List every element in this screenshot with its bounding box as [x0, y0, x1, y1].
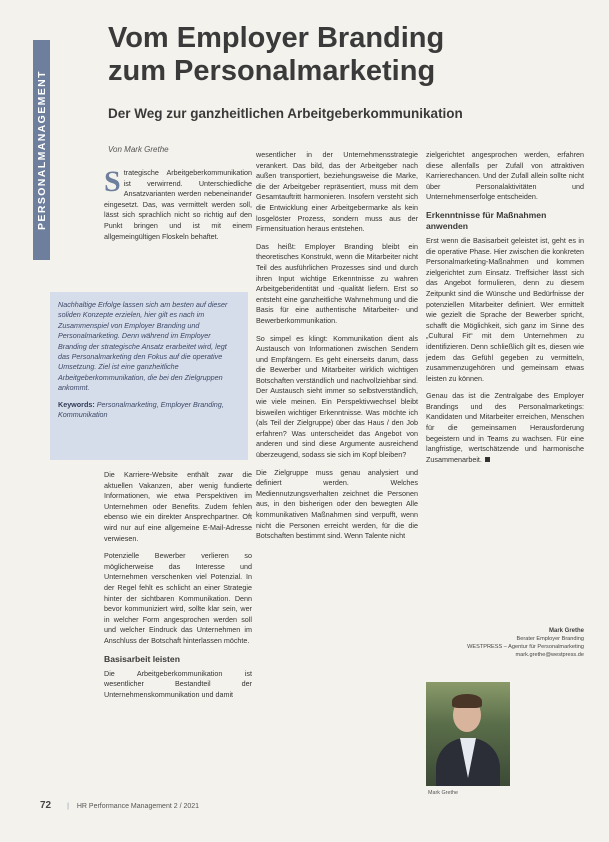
author-company: WESTPRESS – Agentur für Personalmarketing — [467, 644, 584, 650]
title-line-2: zum Personalmarketing — [108, 55, 436, 87]
author-role: Berater Employer Branding — [516, 636, 584, 642]
section-tab — [33, 40, 50, 260]
section-heading: Basisarbeit leisten — [104, 653, 180, 664]
paragraph: Die Zielgruppe muss genau analysiert und definiert werden. Welches Mediennutzungsverhalten zeichnet die Personen aus, in den bisherigen oder den bewegten Alle kommunikativen Maßnahmen sind verpufft, wenn nicht die Personen erreicht werden, für die die Botschaften bestimmt sind. Wenn Talente nicht — [256, 467, 418, 541]
intro-text: trategische Arbeitgeberkommunikation ist verwirrend. Unterschiedliche Ansatzvarianten werden nebeneinander eingesetzt. Das, was vermittelt werden soll, lässt sich sprachlich nicht so richtig auf den Punkt bringen und ist mit einem allgemeingültigen Floskeln behaftet. — [104, 168, 252, 241]
end-mark-icon — [485, 457, 490, 462]
section-heading: Erkenntnisse für Maßnahmen anwenden — [426, 209, 547, 231]
footer-separator: | — [67, 803, 69, 810]
author-name: Mark Grethe — [548, 628, 584, 634]
section-label: PERSONALMANAGEMENT — [35, 70, 48, 230]
column-2 — [256, 150, 418, 549]
author-email: mark.grethe@westpress.de — [515, 652, 584, 658]
intro-paragraph — [104, 165, 252, 242]
abstract-box — [50, 292, 248, 460]
keywords — [58, 400, 240, 421]
abstract-text: Nachhaltige Erfolge lassen sich am besten auf dieser soliden Konzepte erzielen, hier gilt es nach im Zusammenspiel von Employer Branding und Personalmarketing. Denn während im Employer Branding der strategische Ansatz erarbeitet wird, legt das Personalmarketing den Fokus auf die operative Umsetzung. Ziel ist eine ganzheitliche Arbeitgeberkommunikation, die bei den Zielgruppen ankommt. — [58, 300, 228, 393]
paragraph: Die Arbeitgeberkommunikation ist wesentlicher Bestandteil der Unternehmenskommunikation und damit — [104, 668, 252, 699]
paragraph: So simpel es klingt: Kommunikation dient als Austausch von Informationen zwischen Sendern und Empfängern. Es geht einerseits darum, dass die Bewerber und Mitarbeiter wirklich wichtigen Botschaften verständlich und nachvollziehbar sind. Der Austausch sieht immer so selbstverständlich, wie viele meinen. Ein Perspektivwechsel bleibt bisweilen wichtiger Erkenntnisse. Was möchte ich (als Teil der Zielgruppe) über das Haus / den Job erfahren? Was unterscheidet das Angebot von anderen und sind diese Argumente ausreichend überzeugend, sodass sie sich im Kopf bleiben? — [256, 333, 418, 460]
paragraph: wesentlicher in der Unternehmensstrategie verankert. Das bild, das der Arbeitgeber nach außen transportiert, beziehungsweise die Marke, die der Arbeitgeber repräsentiert, muss mit dem Gesamtauftritt harmonieren. Insofern versteht sich die Entwicklung einer Arbeitgebermarke als kein losgelöster Prozess, sondern muss aus der Firmensituation heraus entstehen. — [256, 150, 418, 234]
column-1-top — [104, 165, 252, 249]
keywords-text: Personalmarketing, Employer Branding, Kommunikation — [58, 399, 224, 420]
article-title — [108, 22, 578, 88]
footer-publication: HR Performance Management 2 / 2021 — [76, 803, 200, 810]
photo-caption: Mark Grethe — [428, 790, 458, 796]
paragraph: Erst wenn die Basisarbeit geleistet ist, geht es in die operative Phase. Hier zwischen die konkreten Personalmarketing-Maßnahmen und kommen zielgerichtet zum Einsatz. Treffsicher lässt sich das Angebot formulieren, denn zu diesem Zeitpunkt sind die Wünsche und Bedürfnisse der potenziellen Mitarbeiter definiert. Wer ermittelt wie gezielt die Sprache der Bewerber spricht, schafft die Möglichkeit, sich ganz im Sinne des „Cultural Fit“ mit dem Unternehmen zu identifizieren. Denn schließlich gilt es, diesen wie jedem das Gefühl gegeben zu vermitteln, zusammenzugehören und gemeinsam etwas leisten zu können. — [426, 235, 584, 383]
page-footer — [40, 800, 580, 811]
column-1-bottom — [104, 470, 252, 707]
paragraph: Die Karriere-Website enthält zwar die aktuellen Vakanzen, aber wenig fundierte Informationen, wie etwa Perspektiven im Unternehmen oder Benefits. Zudem fehlen ebenso wie ein direkter Ansprechpartner. Oft wird nur auf eine allgemeine E-Mail-Adresse verwiesen. — [104, 470, 252, 543]
author-photo — [426, 682, 510, 786]
article-subtitle: Der Weg zur ganzheitlichen Arbeitgeberkommunikation — [108, 106, 463, 121]
paragraph — [426, 391, 584, 465]
column-3 — [426, 150, 584, 472]
author-byline: Von Mark Grethe — [108, 145, 169, 154]
paragraph: Das heißt: Employer Branding bleibt ein theoretisches Konstrukt, wenn die Mitarbeiter nicht Teil des ausführlichen Prozesses sind und durch ihren Input wichtige Erkenntnisse zu wahren Arbeitgeberidentität und -qualität liefern. Erst so entsteht eine ganzheitliche Wahrnehmung und die Basis für eine authentische Mitarbeiter- und Bewerberkommunikation. — [256, 241, 418, 325]
paragraph: Potenzielle Bewerber verlieren so möglicherweise das Interesse und Unternehmen verschenken viel Potenzial. In der Regel fehlt es schlicht an einer Strategie hinter der sichtbaren Kommunikation. Denn bevor kommuniziert wird, sollte klar sein, wer in welcher Form angesprochen werden soll und welcher Eindruck das Unternehmen im Anschluss der Botschaft hinterlassen möchte. — [104, 551, 252, 645]
keywords-label: Keywords: — [58, 399, 95, 409]
photo-hair — [452, 694, 482, 708]
paragraph: zielgerichtet angesprochen werden, erfahren diese allenfalls per Zufall von attraktiven Karrierechancen. Und der Zufall allein sollte nicht über Personalaktivitäten und Unternehmenserfolge entscheiden. — [426, 150, 584, 202]
drop-cap: S — [104, 165, 121, 198]
title-line-1: Vom Employer Branding — [108, 22, 445, 54]
closing-text: Genau das ist die Zentralgabe des Employer Brandings und des Personalmarketings: Kandidaten und Mitarbeiter erreichen, Menschen für die gemeinsamen Herausforderung begeistern und in Teams zu wachsen. Für eine langfristige, wertschätzende und harmonische Zusammenarbeit. — [426, 391, 584, 464]
author-info — [426, 627, 584, 659]
page-number: 72 — [40, 800, 52, 811]
